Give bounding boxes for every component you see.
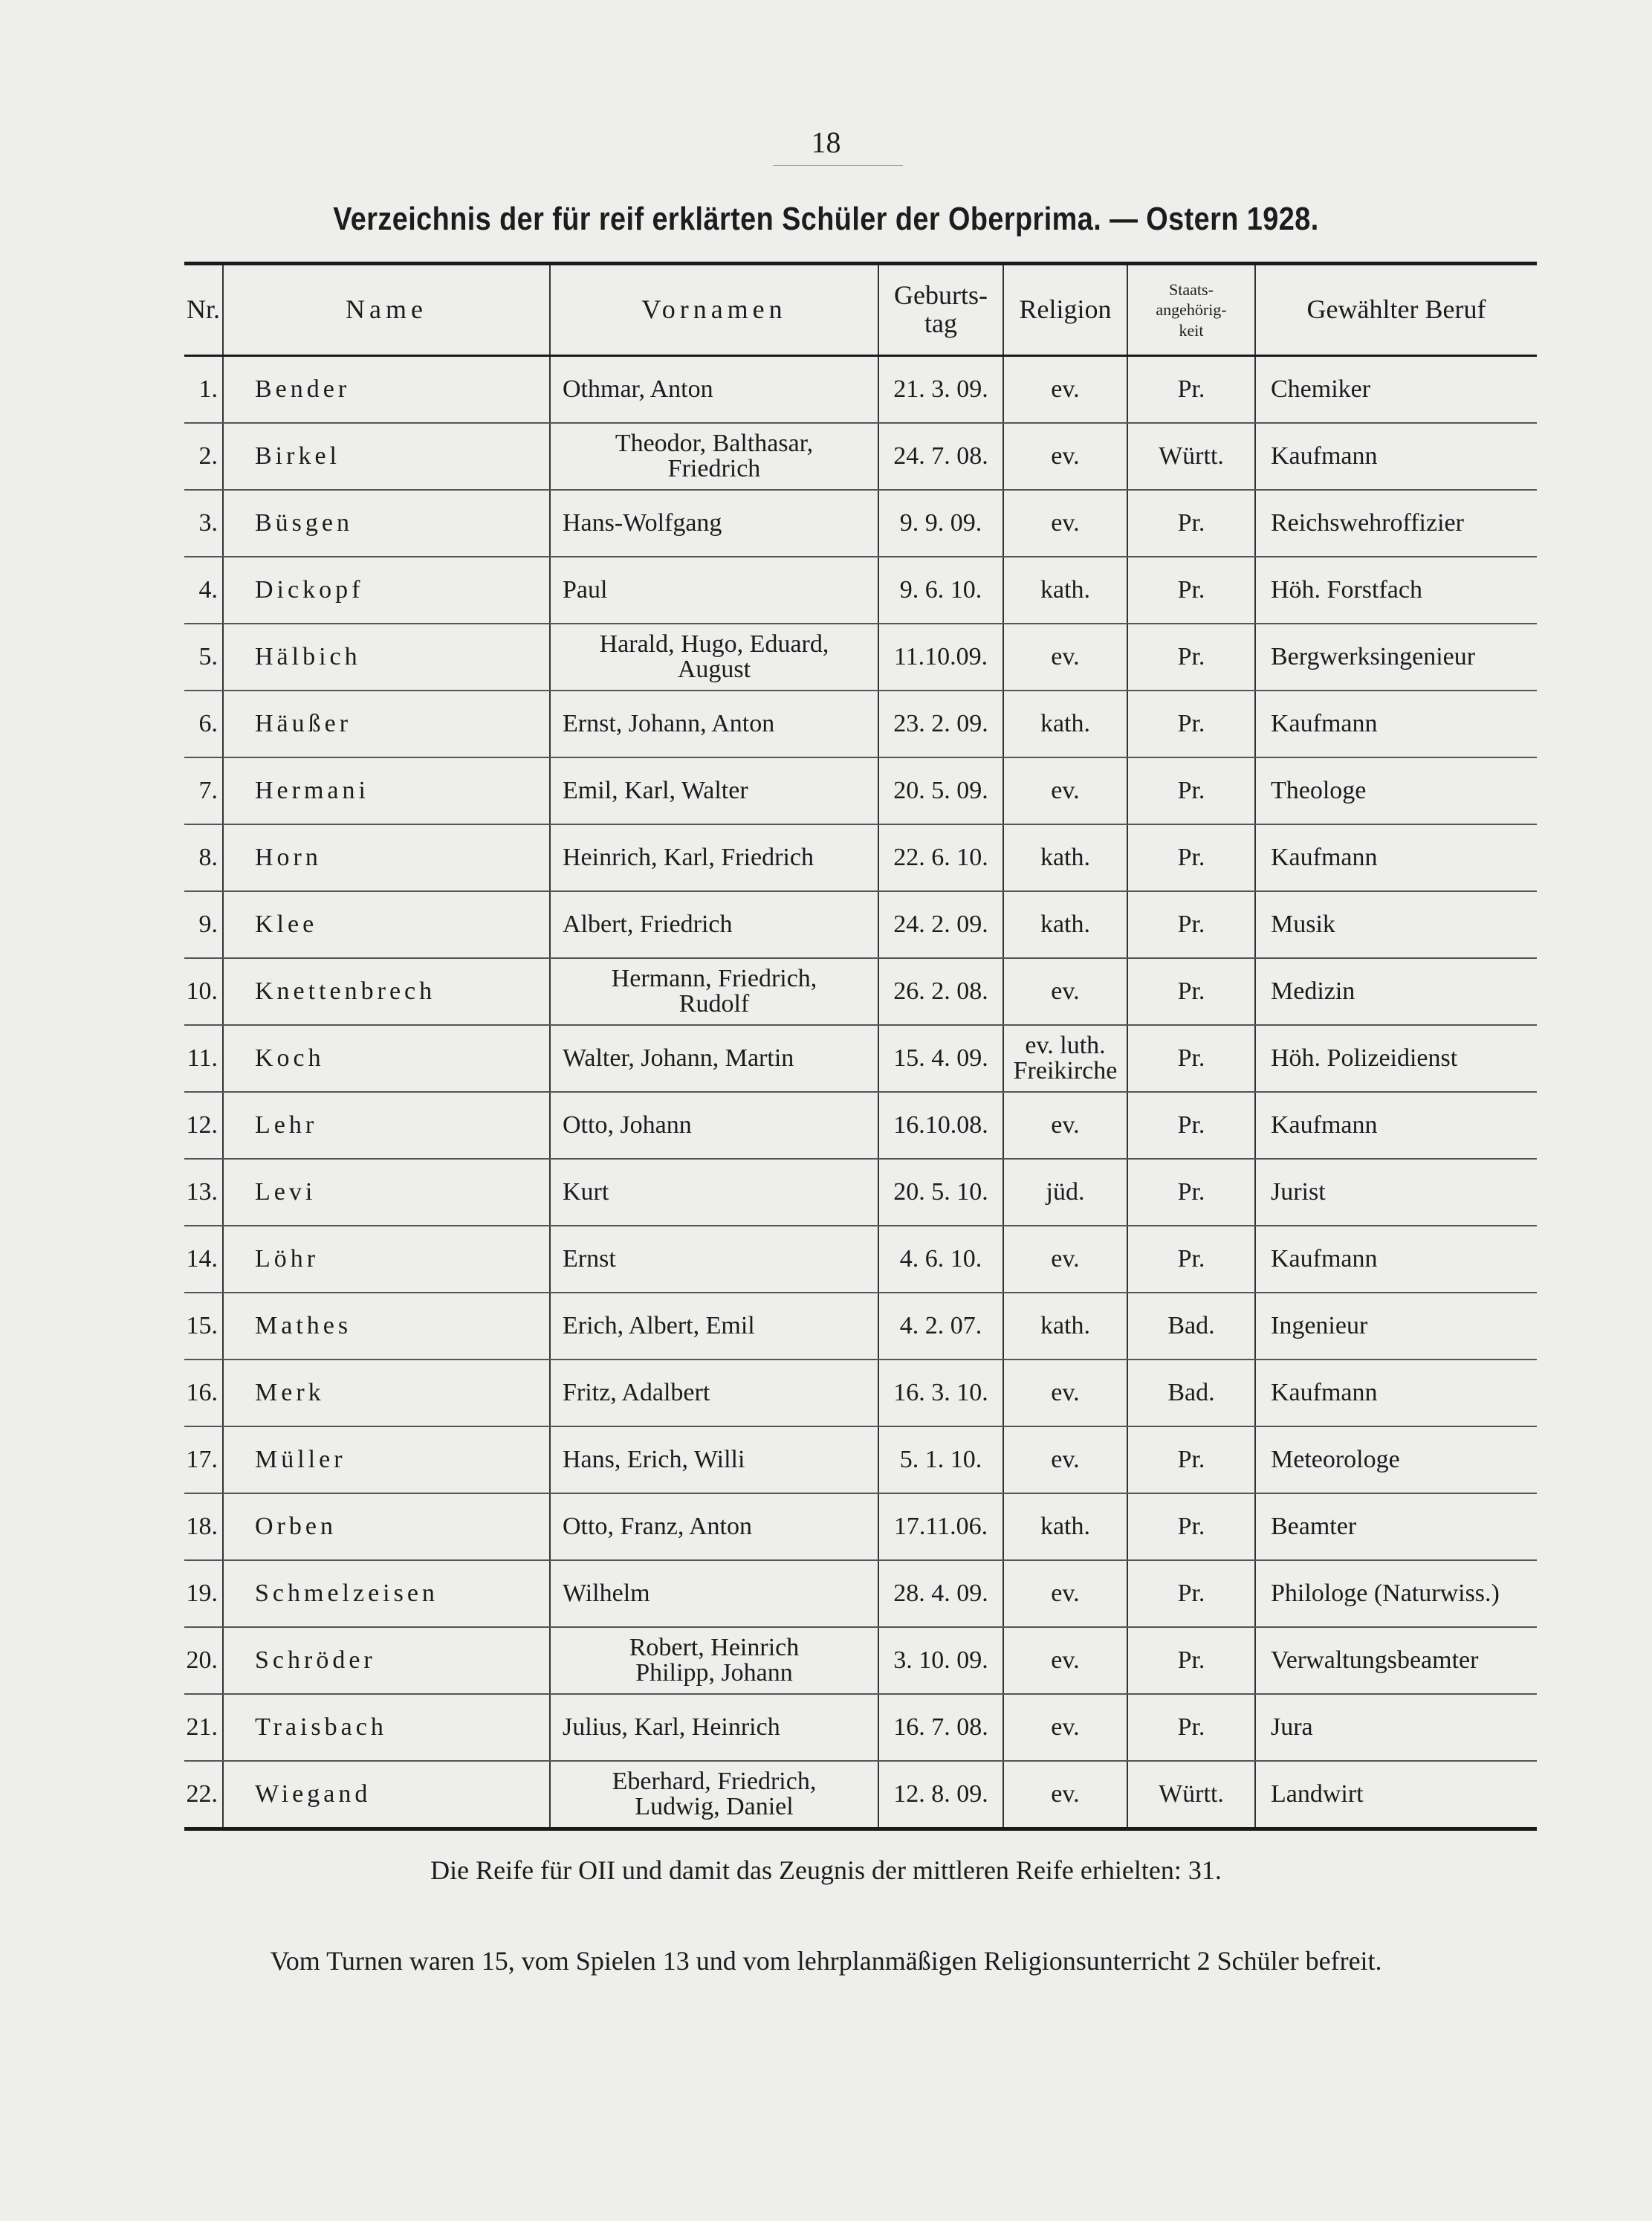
cell-staatsangehoerigkeit: Pr. bbox=[1127, 691, 1255, 757]
table-row bbox=[184, 557, 1537, 624]
cell-beruf: Kaufmann bbox=[1255, 1226, 1537, 1293]
cell-nr: 1. bbox=[184, 356, 223, 424]
cell-religion: kath. bbox=[1003, 557, 1127, 624]
table-row bbox=[184, 1025, 1537, 1092]
religion-line-2: Freikirche bbox=[1013, 1057, 1118, 1084]
page-number-rule bbox=[773, 165, 903, 166]
vornamen-line-1: Eberhard, Friedrich, bbox=[612, 1768, 817, 1795]
cell-vornamen: Erich, Albert, Emil bbox=[550, 1293, 878, 1360]
table-row bbox=[184, 1761, 1537, 1829]
cell-vornamen: Hans, Erich, Willi bbox=[550, 1426, 878, 1493]
cell-religion: ev. bbox=[1003, 1560, 1127, 1627]
cell-beruf: Medizin bbox=[1255, 958, 1537, 1025]
cell-name: Knettenbrech bbox=[223, 958, 550, 1025]
vornamen-line-1: Hermann, Friedrich, bbox=[611, 965, 817, 992]
cell-religion: ev. bbox=[1003, 1694, 1127, 1761]
cell-geburtstag: 5. 1. 10. bbox=[878, 1426, 1003, 1493]
cell-geburtstag: 28. 4. 09. bbox=[878, 1560, 1003, 1627]
cell-religion: ev. bbox=[1003, 1761, 1127, 1829]
cell-nr: 20. bbox=[184, 1627, 223, 1694]
cell-staatsangehoerigkeit: Pr. bbox=[1127, 1092, 1255, 1159]
cell-name: Merk bbox=[223, 1360, 550, 1426]
header-geburtstag-line-2: tag bbox=[924, 308, 957, 338]
table-row bbox=[184, 1560, 1537, 1627]
cell-beruf: Kaufmann bbox=[1255, 824, 1537, 891]
cell-nr: 16. bbox=[184, 1360, 223, 1426]
header-staat-line-3: keit bbox=[1179, 320, 1204, 340]
cell-vornamen: Othmar, Anton bbox=[550, 356, 878, 424]
cell-staatsangehoerigkeit: Pr. bbox=[1127, 1025, 1255, 1092]
cell-name: Dickopf bbox=[223, 557, 550, 624]
cell-staatsangehoerigkeit: Pr. bbox=[1127, 1694, 1255, 1761]
cell-vornamen: Ernst bbox=[550, 1226, 878, 1293]
cell-nr: 8. bbox=[184, 824, 223, 891]
page-number: 18 bbox=[811, 126, 841, 159]
table-body bbox=[184, 356, 1537, 1829]
cell-beruf: Bergwerksingenieur bbox=[1255, 624, 1537, 691]
cell-name: Levi bbox=[223, 1159, 550, 1226]
cell-nr: 22. bbox=[184, 1761, 223, 1829]
table-row bbox=[184, 891, 1537, 958]
cell-geburtstag: 9. 9. 09. bbox=[878, 490, 1003, 557]
vornamen-line-1: Theodor, Balthasar, bbox=[615, 430, 814, 457]
cell-vornamen bbox=[550, 1627, 878, 1694]
table-row bbox=[184, 1493, 1537, 1560]
cell-religion: ev. bbox=[1003, 356, 1127, 424]
cell-geburtstag: 26. 2. 08. bbox=[878, 958, 1003, 1025]
cell-vornamen: Wilhelm bbox=[550, 1560, 878, 1627]
cell-religion: ev. bbox=[1003, 624, 1127, 691]
cell-geburtstag: 24. 2. 09. bbox=[878, 891, 1003, 958]
footnote-mittlere-reife: Die Reife für OII und damit das Zeugnis der mittleren Reife erhielten: 31. bbox=[430, 1855, 1222, 1885]
cell-religion: ev. bbox=[1003, 1426, 1127, 1493]
cell-religion: kath. bbox=[1003, 1293, 1127, 1360]
cell-staatsangehoerigkeit: Pr. bbox=[1127, 1159, 1255, 1226]
header-beruf: Gewählter Beruf bbox=[1255, 264, 1537, 356]
cell-geburtstag: 11.10.09. bbox=[878, 624, 1003, 691]
table-row bbox=[184, 356, 1537, 424]
cell-name: Traisbach bbox=[223, 1694, 550, 1761]
table-row bbox=[184, 1694, 1537, 1761]
page-title: Verzeichnis der für reif erklärten Schüler der Oberprima. — Ostern 1928. bbox=[333, 201, 1319, 237]
cell-staatsangehoerigkeit: Pr. bbox=[1127, 624, 1255, 691]
cell-vornamen: Otto, Franz, Anton bbox=[550, 1493, 878, 1560]
cell-geburtstag: 24. 7. 08. bbox=[878, 423, 1003, 490]
header-staatsangehoerigkeit bbox=[1127, 264, 1255, 356]
table-row bbox=[184, 624, 1537, 691]
cell-vornamen: Emil, Karl, Walter bbox=[550, 757, 878, 824]
cell-geburtstag: 9. 6. 10. bbox=[878, 557, 1003, 624]
cell-staatsangehoerigkeit: Pr. bbox=[1127, 1426, 1255, 1493]
cell-staatsangehoerigkeit: Pr. bbox=[1127, 824, 1255, 891]
cell-staatsangehoerigkeit: Pr. bbox=[1127, 1560, 1255, 1627]
cell-name: Löhr bbox=[223, 1226, 550, 1293]
cell-vornamen: Fritz, Adalbert bbox=[550, 1360, 878, 1426]
cell-name: Horn bbox=[223, 824, 550, 891]
cell-geburtstag: 15. 4. 09. bbox=[878, 1025, 1003, 1092]
cell-nr: 7. bbox=[184, 757, 223, 824]
cell-nr: 18. bbox=[184, 1493, 223, 1560]
cell-name: Schröder bbox=[223, 1627, 550, 1694]
cell-nr: 17. bbox=[184, 1426, 223, 1493]
table-row bbox=[184, 757, 1537, 824]
cell-beruf: Meteorologe bbox=[1255, 1426, 1537, 1493]
cell-beruf: Musik bbox=[1255, 891, 1537, 958]
table-row bbox=[184, 1226, 1537, 1293]
cell-nr: 19. bbox=[184, 1560, 223, 1627]
cell-religion: ev. bbox=[1003, 490, 1127, 557]
cell-geburtstag: 16.10.08. bbox=[878, 1092, 1003, 1159]
cell-geburtstag: 4. 2. 07. bbox=[878, 1293, 1003, 1360]
cell-beruf: Kaufmann bbox=[1255, 691, 1537, 757]
cell-name: Birkel bbox=[223, 423, 550, 490]
table-row bbox=[184, 1159, 1537, 1226]
cell-vornamen: Otto, Johann bbox=[550, 1092, 878, 1159]
cell-staatsangehoerigkeit: Pr. bbox=[1127, 757, 1255, 824]
cell-staatsangehoerigkeit: Pr. bbox=[1127, 356, 1255, 424]
cell-staatsangehoerigkeit: Bad. bbox=[1127, 1293, 1255, 1360]
table-header-row bbox=[184, 264, 1537, 356]
cell-geburtstag: 23. 2. 09. bbox=[878, 691, 1003, 757]
cell-vornamen: Albert, Friedrich bbox=[550, 891, 878, 958]
cell-religion: kath. bbox=[1003, 691, 1127, 757]
header-nr: Nr. bbox=[184, 264, 223, 356]
cell-vornamen bbox=[550, 624, 878, 691]
cell-nr: 10. bbox=[184, 958, 223, 1025]
graduates-table bbox=[184, 262, 1537, 1831]
cell-nr: 11. bbox=[184, 1025, 223, 1092]
cell-beruf: Kaufmann bbox=[1255, 1092, 1537, 1159]
cell-geburtstag: 22. 6. 10. bbox=[878, 824, 1003, 891]
cell-geburtstag: 3. 10. 09. bbox=[878, 1627, 1003, 1694]
cell-vornamen bbox=[550, 423, 878, 490]
cell-vornamen: Hans-Wolfgang bbox=[550, 490, 878, 557]
cell-beruf: Philologe (Naturwiss.) bbox=[1255, 1560, 1537, 1627]
cell-staatsangehoerigkeit: Pr. bbox=[1127, 891, 1255, 958]
cell-name: Lehr bbox=[223, 1092, 550, 1159]
cell-name: Klee bbox=[223, 891, 550, 958]
table-row bbox=[184, 824, 1537, 891]
cell-geburtstag: 12. 8. 09. bbox=[878, 1761, 1003, 1829]
vornamen-line-2: Philipp, Johann bbox=[635, 1659, 793, 1687]
table-row bbox=[184, 1360, 1537, 1426]
cell-nr: 14. bbox=[184, 1226, 223, 1293]
cell-name: Müller bbox=[223, 1426, 550, 1493]
cell-religion: ev. bbox=[1003, 423, 1127, 490]
cell-staatsangehoerigkeit: Württ. bbox=[1127, 1761, 1255, 1829]
cell-beruf: Jura bbox=[1255, 1694, 1537, 1761]
header-geburtstag-line-1: Geburts- bbox=[894, 280, 988, 311]
table-row bbox=[184, 1092, 1537, 1159]
cell-beruf: Beamter bbox=[1255, 1493, 1537, 1560]
cell-vornamen: Julius, Karl, Heinrich bbox=[550, 1694, 878, 1761]
cell-beruf: Jurist bbox=[1255, 1159, 1537, 1226]
cell-nr: 13. bbox=[184, 1159, 223, 1226]
table-row bbox=[184, 1426, 1537, 1493]
cell-geburtstag: 20. 5. 09. bbox=[878, 757, 1003, 824]
cell-beruf: Theologe bbox=[1255, 757, 1537, 824]
cell-religion: ev. bbox=[1003, 958, 1127, 1025]
cell-name: Mathes bbox=[223, 1293, 550, 1360]
cell-geburtstag: 21. 3. 09. bbox=[878, 356, 1003, 424]
cell-staatsangehoerigkeit: Bad. bbox=[1127, 1360, 1255, 1426]
cell-staatsangehoerigkeit: Pr. bbox=[1127, 1627, 1255, 1694]
cell-beruf: Chemiker bbox=[1255, 356, 1537, 424]
cell-religion: ev. bbox=[1003, 1627, 1127, 1694]
header-geburtstag bbox=[878, 264, 1003, 356]
table-row bbox=[184, 490, 1537, 557]
cell-name: Büsgen bbox=[223, 490, 550, 557]
vornamen-line-2: August bbox=[677, 656, 751, 683]
header-vornamen: Vornamen bbox=[550, 264, 878, 356]
cell-religion: kath. bbox=[1003, 891, 1127, 958]
cell-religion: ev. bbox=[1003, 1226, 1127, 1293]
cell-staatsangehoerigkeit: Pr. bbox=[1127, 1226, 1255, 1293]
cell-vornamen: Paul bbox=[550, 557, 878, 624]
cell-nr: 9. bbox=[184, 891, 223, 958]
cell-beruf: Ingenieur bbox=[1255, 1293, 1537, 1360]
cell-name: Schmelzeisen bbox=[223, 1560, 550, 1627]
cell-vornamen: Ernst, Johann, Anton bbox=[550, 691, 878, 757]
cell-staatsangehoerigkeit: Württ. bbox=[1127, 423, 1255, 490]
cell-name: Orben bbox=[223, 1493, 550, 1560]
cell-nr: 12. bbox=[184, 1092, 223, 1159]
cell-beruf: Höh. Forstfach bbox=[1255, 557, 1537, 624]
cell-beruf: Kaufmann bbox=[1255, 423, 1537, 490]
vornamen-line-2: Rudolf bbox=[678, 990, 750, 1018]
cell-name: Hälbich bbox=[223, 624, 550, 691]
cell-religion: ev. bbox=[1003, 1360, 1127, 1426]
cell-nr: 3. bbox=[184, 490, 223, 557]
cell-beruf: Kaufmann bbox=[1255, 1360, 1537, 1426]
cell-religion bbox=[1003, 1025, 1127, 1092]
vornamen-line-1: Harald, Hugo, Eduard, bbox=[599, 630, 829, 658]
cell-religion: jüd. bbox=[1003, 1159, 1127, 1226]
header-staat-line-1: Staats- bbox=[1169, 279, 1214, 299]
cell-vornamen: Walter, Johann, Martin bbox=[550, 1025, 878, 1092]
cell-vornamen bbox=[550, 1761, 878, 1829]
cell-nr: 5. bbox=[184, 624, 223, 691]
cell-name: Koch bbox=[223, 1025, 550, 1092]
cell-religion: ev. bbox=[1003, 757, 1127, 824]
vornamen-line-2: Friedrich bbox=[667, 455, 761, 482]
cell-religion: kath. bbox=[1003, 1493, 1127, 1560]
footnote-befreiungen: Vom Turnen waren 15, vom Spielen 13 und vom lehrplanmäßigen Religionsunterricht 2 Schüler befreit. bbox=[270, 1946, 1382, 1976]
cell-beruf: Reichswehroffizier bbox=[1255, 490, 1537, 557]
cell-geburtstag: 16. 3. 10. bbox=[878, 1360, 1003, 1426]
cell-beruf: Verwaltungsbeamter bbox=[1255, 1627, 1537, 1694]
cell-nr: 2. bbox=[184, 423, 223, 490]
cell-religion: ev. bbox=[1003, 1092, 1127, 1159]
cell-beruf: Landwirt bbox=[1271, 1780, 1364, 1808]
table-row bbox=[184, 1627, 1537, 1694]
cell-nr: 21. bbox=[184, 1694, 223, 1761]
cell-nr: 15. bbox=[184, 1293, 223, 1360]
religion-line-1: ev. luth. bbox=[1025, 1032, 1106, 1059]
cell-staatsangehoerigkeit: Pr. bbox=[1127, 490, 1255, 557]
cell-geburtstag: 16. 7. 08. bbox=[878, 1694, 1003, 1761]
cell-name: Häußer bbox=[223, 691, 550, 757]
cell-geburtstag: 4. 6. 10. bbox=[878, 1226, 1003, 1293]
cell-staatsangehoerigkeit: Pr. bbox=[1127, 1493, 1255, 1560]
cell-nr: 4. bbox=[184, 557, 223, 624]
header-religion: Religion bbox=[1003, 264, 1127, 356]
cell-geburtstag: 17.11.06. bbox=[878, 1493, 1003, 1560]
cell-name: Hermani bbox=[223, 757, 550, 824]
table-row bbox=[184, 423, 1537, 490]
header-name: Name bbox=[223, 264, 550, 356]
cell-religion: kath. bbox=[1003, 824, 1127, 891]
vornamen-line-2: Ludwig, Daniel bbox=[635, 1793, 794, 1820]
table-row bbox=[184, 958, 1537, 1025]
cell-name: Wiegand bbox=[223, 1761, 550, 1829]
cell-name: Bender bbox=[223, 356, 550, 424]
cell-vornamen: Kurt bbox=[550, 1159, 878, 1226]
vornamen-line-1: Robert, Heinrich bbox=[629, 1634, 800, 1661]
table-row bbox=[184, 1293, 1537, 1360]
cell-beruf: Höh. Polizeidienst bbox=[1255, 1025, 1537, 1092]
cell-staatsangehoerigkeit: Pr. bbox=[1127, 557, 1255, 624]
cell-nr: 6. bbox=[184, 691, 223, 757]
cell-staatsangehoerigkeit: Pr. bbox=[1127, 958, 1255, 1025]
table-row bbox=[184, 691, 1537, 757]
cell-vornamen: Heinrich, Karl, Friedrich bbox=[550, 824, 878, 891]
cell-vornamen bbox=[550, 958, 878, 1025]
cell-geburtstag: 20. 5. 10. bbox=[878, 1159, 1003, 1226]
header-staat-line-2: angehörig- bbox=[1156, 300, 1227, 320]
